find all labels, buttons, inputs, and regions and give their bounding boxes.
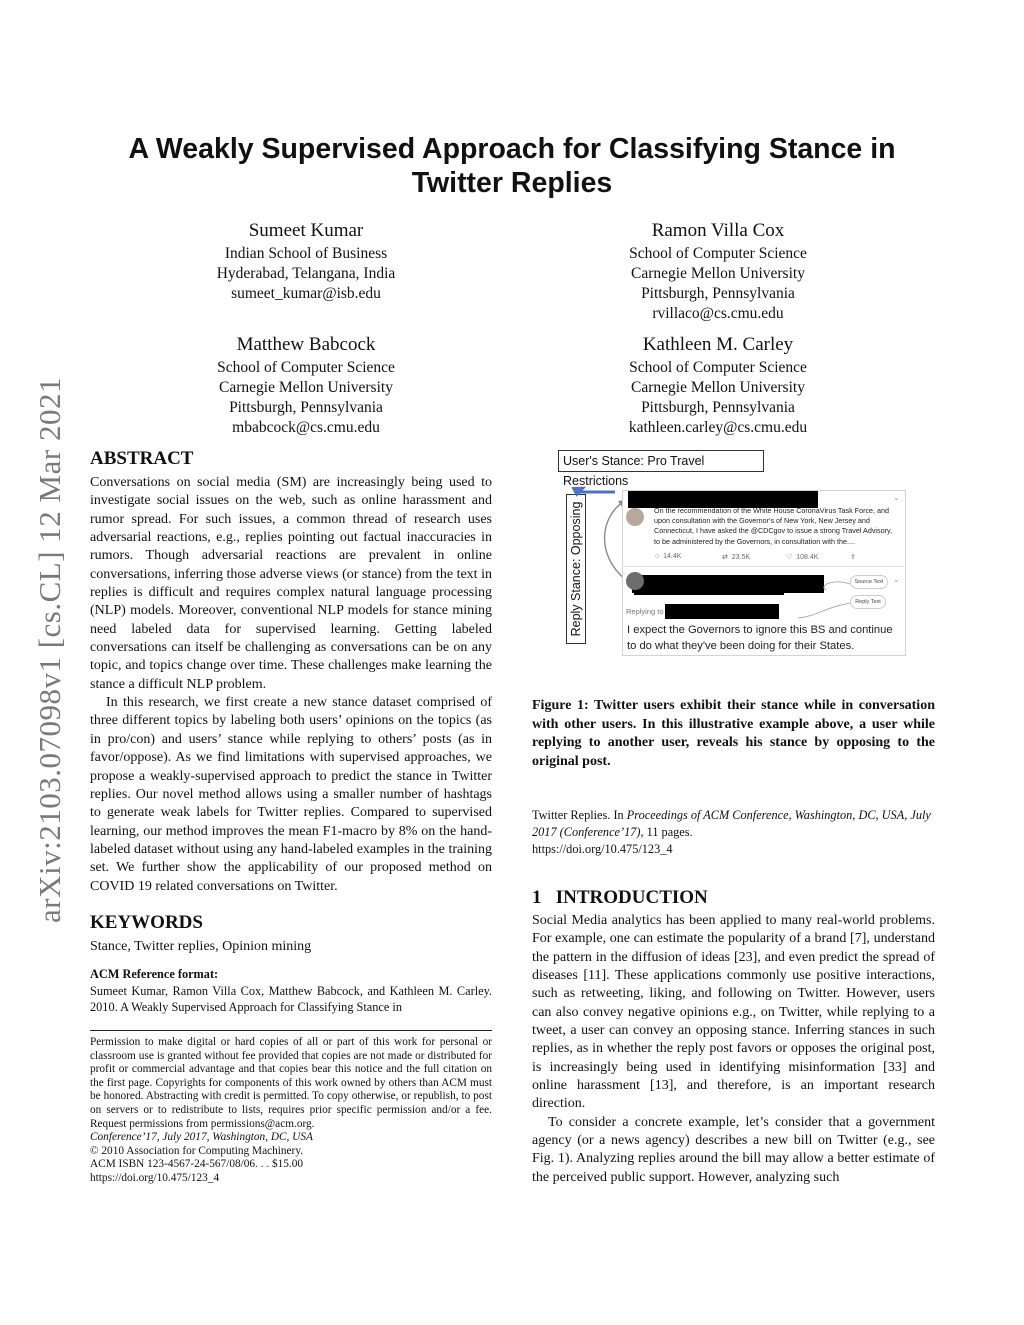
author-location: Pittsburgh, Pennsylvania: [641, 285, 795, 302]
share-icon: ⇪: [850, 554, 856, 561]
author-university: Carnegie Mellon University: [631, 265, 805, 282]
copyright-line: © 2010 Association for Computing Machinery.: [90, 1144, 304, 1157]
reply-text-tag: Reply Text: [850, 595, 886, 609]
acm-reference-continued: Twitter Replies. In Proceedings of ACM Conference, Washington, DC, USA, July 2017 (Conference’17), 11 pages. https://doi.org/10.475/123_4: [532, 808, 931, 856]
reference-doi[interactable]: https://doi.org/10.475/123_4: [532, 842, 673, 856]
arxiv-stamp: [20, 360, 80, 940]
source-text-tag: Source Text: [850, 575, 888, 589]
author-university: Carnegie Mellon University: [219, 379, 393, 396]
section-number: 1: [532, 887, 542, 908]
abstract-paragraph-2: In this research, we first create a new stance dataset comprised of three different topics by labeling both users’ opinions on the topics (as in pro/con) and users’ stance while replying to others’ posts (as in favor/oppose). As we find limitations with supervised approaches, we propose a weakly-supervised approach to predict the stance in Twitter replies. Our novel method allows using a smaller number of hashtags to generate weak labels for Twitter replies. Compared to supervised learning, our method improves the mean F1-macro by 8% on the hand-labeled dataset without using any hand-labeled examples in the training set. We further show the applicability of our proposed method on COVID 19 related conversations on Twitter.: [90, 695, 492, 894]
acm-reference: [90, 966, 492, 1016]
keywords-heading: KEYWORDS: [90, 912, 203, 933]
author-block-4: [553, 333, 883, 438]
abstract-heading: ABSTRACT: [90, 448, 194, 469]
reply-avatar: [626, 572, 644, 590]
reply-count: ○ 14.4K: [655, 553, 682, 560]
author-location: Pittsburgh, Pennsylvania: [229, 399, 383, 416]
like-count: ♡ 108.4K: [786, 554, 819, 561]
tweet-text: On the recommendation of the White House CoronaVirus Task Force, and upon consultation with the Governor's of New York, New Jersey and Connecticut, I have asked the @CDCgov to issue a strong Travel Advisory, to be administered by the Governors, in consultation with the....: [654, 506, 893, 546]
author-block-3: [141, 333, 471, 438]
author-affiliation: School of Computer Science: [217, 359, 395, 376]
user-stance-label: User's Stance: Pro Travel Restrictions: [558, 450, 764, 472]
paper-title: A Weakly Supervised Approach for Classifying Stance in Twitter Replies: [128, 133, 896, 199]
footnote-divider: [90, 1030, 492, 1031]
author-email[interactable]: mbabcock@cs.cmu.edu: [232, 419, 380, 436]
chevron-down-icon: ⌄: [893, 493, 900, 502]
author-name: Sumeet Kumar: [248, 220, 364, 241]
author-location: Pittsburgh, Pennsylvania: [641, 399, 795, 416]
author-university: Carnegie Mellon University: [631, 379, 805, 396]
author-block-2: [553, 219, 883, 324]
chevron-down-icon: ⌄: [893, 575, 900, 584]
tweet-divider: [622, 566, 904, 567]
arxiv-id: arXiv:2103.07098v1 [cs.CL] 12 Mar 2021: [32, 377, 67, 923]
abstract-body: [90, 474, 492, 896]
retweet-count: ⇄ 23.5K: [722, 554, 751, 561]
author-name: Ramon Villa Cox: [651, 220, 785, 241]
acm-reference-text: Sumeet Kumar, Ramon Villa Cox, Matthew Babcock, and Kathleen M. Carley. 2010. A Weakly Supervised Approach for Classifying Stance in: [90, 983, 492, 1015]
venue: Proceedings of ACM Conference, Washington, DC, USA, July 2017 (Conference’17),: [532, 808, 931, 839]
author-affiliation: School of Computer Science: [629, 359, 807, 376]
author-affiliation: Indian School of Business: [224, 245, 388, 262]
reply-stance-label: Reply Stance: Opposing: [569, 501, 583, 637]
tag-arrows: [778, 578, 858, 622]
author-email[interactable]: kathleen.carley@cs.cmu.edu: [628, 419, 808, 436]
isbn-line: ACM ISBN 123-4567-24-567/08/06. . . $15.00: [90, 1158, 304, 1171]
section-title: INTRODUCTION: [555, 887, 708, 908]
replying-to-label: Replying to: [626, 607, 664, 616]
author-email[interactable]: rvillaco@cs.cmu.edu: [652, 305, 784, 322]
permission-text: Permission to make digital or hard copies of all or part of this work for personal or classroom use is granted without fee provided that copies are not made or distributed for profit or commercial advantage and that copies bear this notice and the full citation on the first page. Copyrights for components of this work owned by others than ACM must be honored. Abstracting with credit is permitted. To copy otherwise, or republish, to post on servers or to redistribute to lists, requires prior specific permission and/or a fee. Request permissions from permissions@acm.org.: [90, 1036, 492, 1130]
redacted-replying-to: [665, 604, 779, 619]
author-name: Matthew Babcock: [236, 334, 376, 355]
redacted-bar: [634, 593, 784, 595]
conference-line: Conference’17, July 2017, Washington, DC, USA: [90, 1131, 313, 1144]
intro-paragraph-1: Social Media analytics has been applied to many real-world problems. For example, one can estimate the popularity of a brand [7], understand the pattern in the diffusion of ideas [23], and even predict the spread of diseases [11]. These applications commonly use positive interactions, such as retweeting, liking, and following on Twitter. However, users can also convey negative opinions e.g., on Twitter, while replying to a tweet, a user can convey an opposing stance. Inferring stances in such replies, as in whether the reply post favors or opposes the original post, is increasingly being used in identifying misinformation [33] and online harassment [13], and therefore, is an important research direction.: [532, 913, 935, 1112]
author-block-1: [141, 219, 471, 304]
author-location: Hyderabad, Telangana, India: [216, 265, 396, 282]
permission-notice: [90, 1036, 492, 1186]
acm-reference-heading: ACM Reference format:: [90, 967, 219, 981]
author-email[interactable]: sumeet_kumar@isb.edu: [231, 285, 381, 302]
intro-body: [532, 912, 935, 1187]
author-name: Kathleen M. Carley: [642, 334, 794, 355]
intro-heading: [532, 887, 708, 909]
figure-caption: Figure 1: Twitter users exhibit their stance while in conversation with other users. In this illustrative example above, a user while replying to another user, reveals his stance by opposing to the original post.: [532, 698, 935, 769]
keywords-text: Stance, Twitter replies, Opinion mining: [90, 939, 312, 954]
author-affiliation: School of Computer Science: [629, 245, 807, 262]
avatar: [626, 508, 644, 526]
doi-line[interactable]: https://doi.org/10.475/123_4: [90, 1171, 220, 1184]
arrow-head-icon: [568, 480, 586, 498]
intro-paragraph-2: To consider a concrete example, let’s consider that a government agency (or a news agency) describes a new bill on Twitter (e.g., see Fig. 1). Analyzing replies around the bill may allow a better estimate of the perceived public support. However, analyzing such: [532, 1114, 935, 1185]
abstract-paragraph-1: Conversations on social media (SM) are increasingly being used to investigate social issues on the web, such as online harassment and rumor spread. For such issues, a common thread of research uses adversarial reactions, e.g., replies pointing out factual inaccuracies in rumors. Though adversarial reactions are prevalent in online conversations, inferring those adverse views (or stance) from the text in replies is difficult and requires complex natural language processing (NLP) models. Moreover, conventional NLP models for stance mining need labeled data for supervised learning. Getting labeled conversations can itself be challenging as conversations can be on any topic, and topics change over time. These challenges make learning the stance a difficult NLP problem.: [90, 475, 492, 692]
reply-body: I expect the Governors to ignore this BS and continue to do what they've been doing for their States.: [627, 624, 893, 652]
